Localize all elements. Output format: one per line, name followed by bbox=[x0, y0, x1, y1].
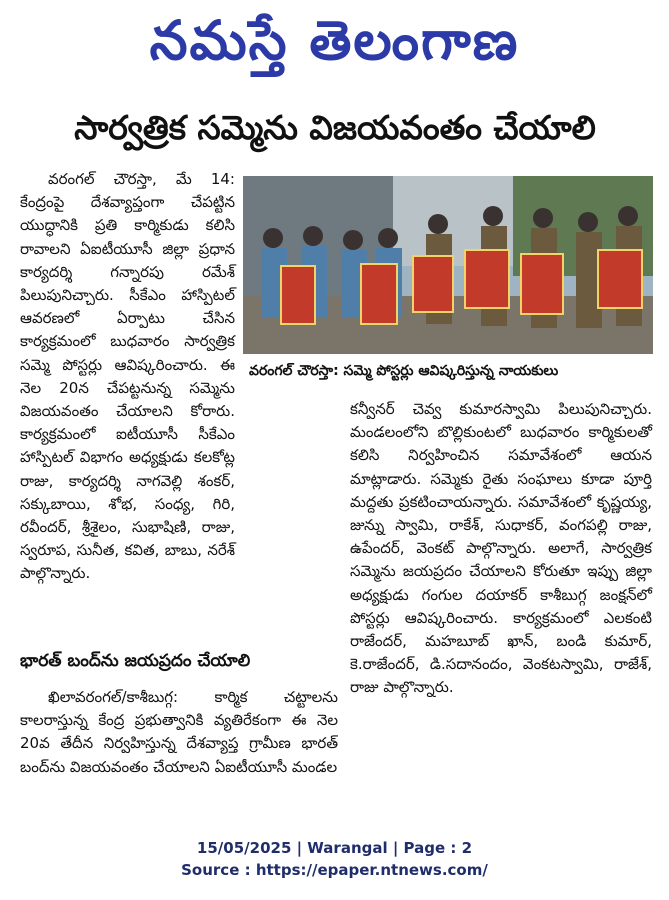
photo-caption bbox=[243, 354, 653, 388]
headline-text: సార్వత్రిక సమ్మెను విజయవంతం చేయాలి bbox=[74, 108, 596, 147]
article-body-right: కన్వీనర్ చెవ్వ కుమారస్వామి పిలుపునిచ్చారు. మండలంలోని బొల్లికుంటలో బుధవారం కార్మికులతో కలిసి నిర్వహించిన సమావేశంలో ఆయన మాట్లాడారు. సమ్మెకు రైతు సంఘాలు కూడా పూర్తి మద్దతు ప్రకటించాయన్నారు. సమావేశంలో కృష్ణయ్య, జున్ను స్వామి, రాకేశ్, సుధాకర్, వంగపల్లి రాజు, ఉపేందర్, వెంకట్ పాల్గొన్నారు. అలాగే, సార్వత్రిక సమ్మెను జయప్రదం చేయాలని కోరుతూ ఇప్పు జిల్లా అధ్యక్షుడు గంగుల దయాకర్ కాశీబుగ్గ జంక్షన్‌లో పోస్టర్లు ఆవిష్కరించారు. కార్యక్రమంలో ఎలకంటి రాజేందర్, మహబూబ్ ఖాన్, బండి కుమార్, కె.రాజేందర్, డి.సదానందం, వెంకటస్వామి, రాజేశ్, రాజు పాల్గొన్నారు. bbox=[350, 400, 652, 697]
article-headline bbox=[20, 98, 650, 158]
article-body-top: వరంగల్ చౌరస్తా, మే 14: కేంద్రంపై దేశవ్యాప్తంగా చేపట్టిన యుద్ధానికి ప్రతి కార్మికుడు కలిసి రావాలని ఏఐటీయూసీ జిల్లా ప్రధాన కార్యదర్శి గన్నారపు రమేశ్ పిలుపునిచ్చారు. సీకేఎం హాస్పిటల్ ఆవరణలో ఏర్పాటు చేసిన కార్యక్రమంలో బుధవారం సార్వత్రిక సమ్మె పోస్టర్లు ఆవిష్కరించారు. ఈ నెల 20న చేపట్టనున్న సమ్మెను విజయవంతం చేయాలని కోరారు. కార్యక్రమంలో ఐటీయూసీ సీకేఎం హాస్పిటల్ విభాగం అధ్యక్షుడు కలకోట్ల రాజు, కార్యదర్శి నాగవెల్లి శంకర్, సక్కుబాయి, శోభ, సంధ్య, గిరి, రవీందర్, శ్రీశైలం, సుభాషిణి, రాజు, స్వరూప, సునీత, కవిత, బాబు, నరేశ్ పాల్గొన్నారు. bbox=[20, 170, 235, 583]
subheadline-text: భారత్ బంద్‌ను జయప్రదం చేయాలి bbox=[20, 651, 251, 671]
article-subheadline bbox=[20, 646, 338, 676]
photo-caption-text: వరంగల్ చౌరస్తా: సమ్మె పోస్టర్లు ఆవిష్కరిస్తున్న నాయకులు bbox=[249, 363, 559, 379]
left-column-bottom bbox=[20, 686, 338, 779]
article-body-bottom-left: ఖిలావరంగల్/కాశీబుగ్గ: కార్మిక చట్టాలను కాలరాస్తున్న కేంద్ర ప్రభుత్వానికి వ్యతిరేకంగా ఈ నెల 20వ తేదీన నిర్వహిస్తున్న దేశవ్యాప్త గ్రామీణ భారత్ బంద్‌ను విజయవంతం చేయాలని ఏఐటీయూసీ మండల bbox=[20, 688, 338, 776]
right-column bbox=[350, 398, 652, 700]
newspaper-title: నమస్తే తెలంగాణ bbox=[149, 9, 520, 72]
masthead bbox=[0, 6, 669, 76]
edition-line: 15/05/2025 | Warangal | Page : 2 bbox=[196, 839, 473, 857]
left-column-top bbox=[20, 168, 235, 586]
news-photo bbox=[243, 176, 653, 354]
group-with-posters-photo-icon bbox=[243, 176, 653, 354]
source-line: Source : https://epaper.ntnews.com/ bbox=[181, 861, 488, 879]
